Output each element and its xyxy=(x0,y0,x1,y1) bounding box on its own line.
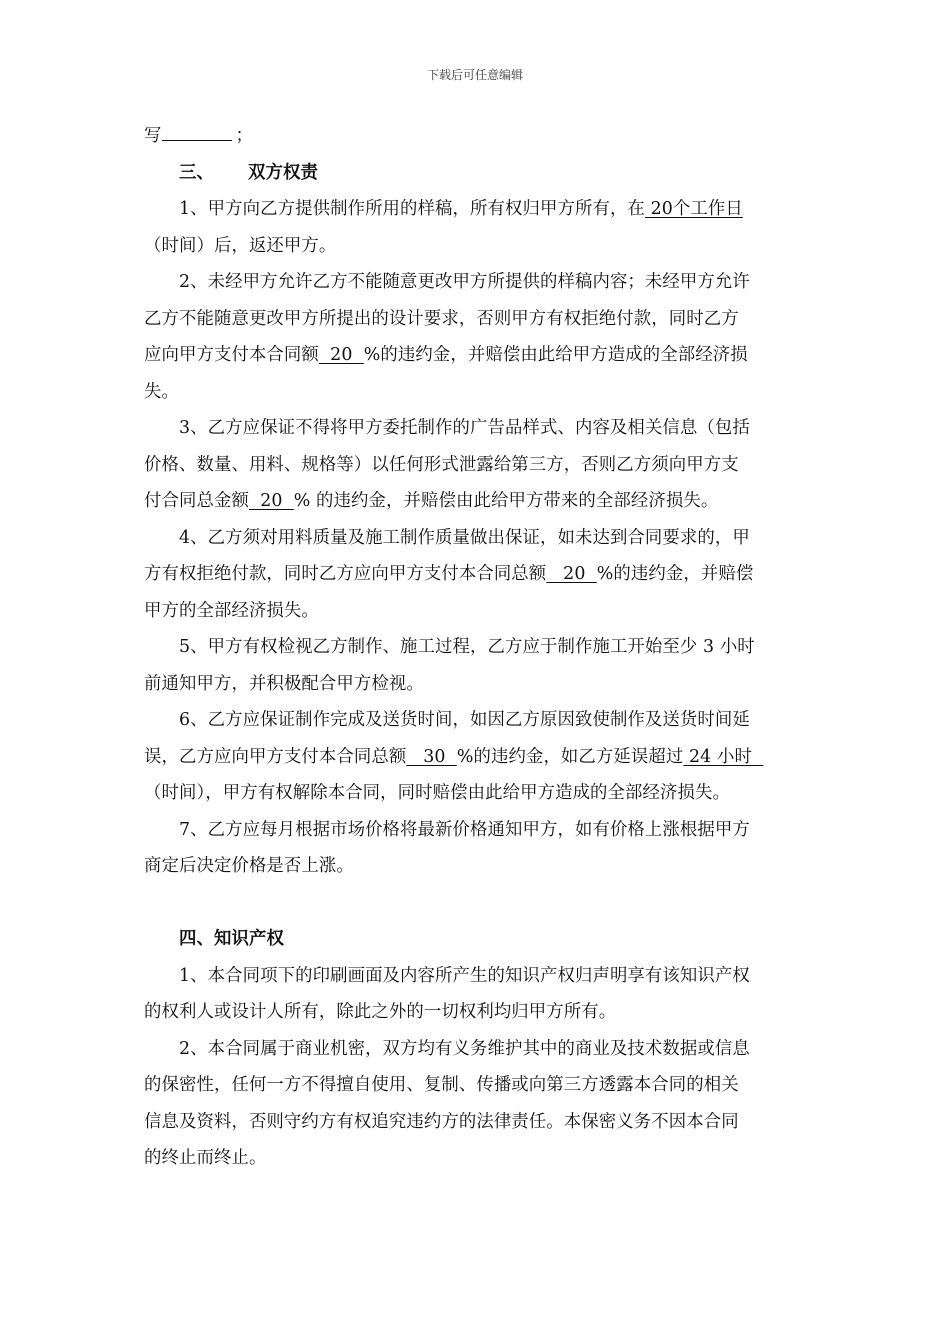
clause-3-4-line-2 xyxy=(144,556,808,593)
clause-4-2-line-1: 2、本合同属于商业机密，双方均有义务维护其中的商业及技术数据或信息 xyxy=(179,1038,750,1059)
clause-text: %的违约金，并赔偿 xyxy=(596,564,754,584)
top-prefix: 写 xyxy=(144,126,162,146)
clause-3-5-line-2: 前通知甲方，并积极配合甲方检视。 xyxy=(144,673,424,694)
top-line xyxy=(144,118,808,155)
blank-underline xyxy=(162,118,232,141)
clause-text: 1、甲方向乙方提供制作所用的样稿，所有权归甲方所有，在 xyxy=(179,199,645,219)
clause-4-1-line-2: 的权利人或设计人所有，除此之外的一切权利均归甲方所有。 xyxy=(144,1002,617,1022)
page-header: 下载后可任意编辑 xyxy=(426,68,523,82)
underlined-value: 20 xyxy=(318,345,364,365)
clause-text: 方有权拒绝付款，同时乙方应向甲方支付本合同总额 xyxy=(144,564,547,584)
clause-3-6-line-2 xyxy=(144,739,808,776)
clause-3-3-line-3 xyxy=(144,483,808,520)
underlined-value: 20 xyxy=(546,564,597,584)
clause-text: %的违约金，如乙方延误超过 xyxy=(456,746,684,767)
clause-text: 付合同总金额 xyxy=(144,491,249,511)
clause-4-1-line-1: 1、本合同项下的印刷画面及内容所产生的知识产权归声明享有该知识产权 xyxy=(179,965,750,986)
clause-4-2-line-2: 的保密性，任何一方不得擅自使用、复制、传播或向第三方透露本合同的相关 xyxy=(144,1075,739,1095)
clause-text: 误，乙方应向甲方支付本合同总额 xyxy=(144,746,407,767)
section-3-heading xyxy=(144,155,808,192)
clause-3-2-line-2: 乙方不能随意更改甲方所提出的设计要求，否则甲方有权拒绝付款，同时乙方 xyxy=(144,308,739,329)
top-suffix: ； xyxy=(235,126,253,146)
clause-3-2-line-1: 2、未经甲方允许乙方不能随意更改甲方所提供的样稿内容；未经甲方允许 xyxy=(179,272,750,292)
underlined-value: 24 小时 xyxy=(683,746,764,767)
clause-3-1-line-2: （时间）后，返还甲方。 xyxy=(144,235,337,256)
section-spacer xyxy=(144,885,808,922)
section-4-heading: 四、知识产权 xyxy=(179,929,284,949)
clause-3-4-line-3: 甲方的全部经济损失。 xyxy=(144,600,319,621)
clause-3-6-line-1: 6、乙方应保证制作完成及送货时间，如因乙方原因致使制作及送货时间延 xyxy=(179,710,750,730)
underlined-value: 20个工作日 xyxy=(644,199,743,219)
clause-4-2-line-3: 信息及资料，否则守约方有权追究违约方的法律责任。本保密义务不因本合同 xyxy=(144,1111,739,1132)
clause-3-6-line-3: （时间），甲方有权解除本合同，同时赔偿由此给甲方造成的全部经济损失。 xyxy=(144,783,730,803)
clause-3-5-line-1: 5、甲方有权检视乙方制作、施工过程，乙方应于制作施工开始至少 3 小时 xyxy=(179,637,755,657)
clause-3-1-line-1 xyxy=(144,191,808,228)
clause-3-7-line-2: 商定后决定价格是否上涨。 xyxy=(144,856,354,876)
clause-3-3-line-2: 价格、数量、用料、规格等）以任何形式泄露给第三方，否则乙方须向甲方支 xyxy=(144,454,739,475)
clause-3-7-line-1: 7、乙方应每月根据市场价格将最新价格通知甲方，如有价格上涨根据甲方 xyxy=(179,819,750,840)
clause-3-4-line-1: 4、乙方须对用料质量及施工制作质量做出保证，如未达到合同要求的，甲 xyxy=(179,527,750,548)
clause-4-2-line-4: 的终止而终止。 xyxy=(144,1148,267,1168)
clause-3-2-line-3 xyxy=(144,337,808,374)
clause-3-2-line-4: 失。 xyxy=(144,381,179,402)
document-body xyxy=(144,118,808,1177)
section-3-number: 三、 xyxy=(179,162,214,183)
clause-text: %的违约金，并赔偿由此给甲方造成的全部经济损 xyxy=(363,345,748,365)
clause-text: % 的违约金，并赔偿由此给甲方带来的全部经济损失。 xyxy=(293,491,719,511)
clause-3-3-line-1: 3、乙方应保证不得将甲方委托制作的广告品样式、内容及相关信息（包括 xyxy=(179,418,750,438)
section-3-title: 双方权责 xyxy=(247,162,318,183)
underlined-value: 30 xyxy=(406,746,457,767)
underlined-value: 20 xyxy=(248,491,294,511)
clause-text: 应向甲方支付本合同额 xyxy=(144,345,319,365)
